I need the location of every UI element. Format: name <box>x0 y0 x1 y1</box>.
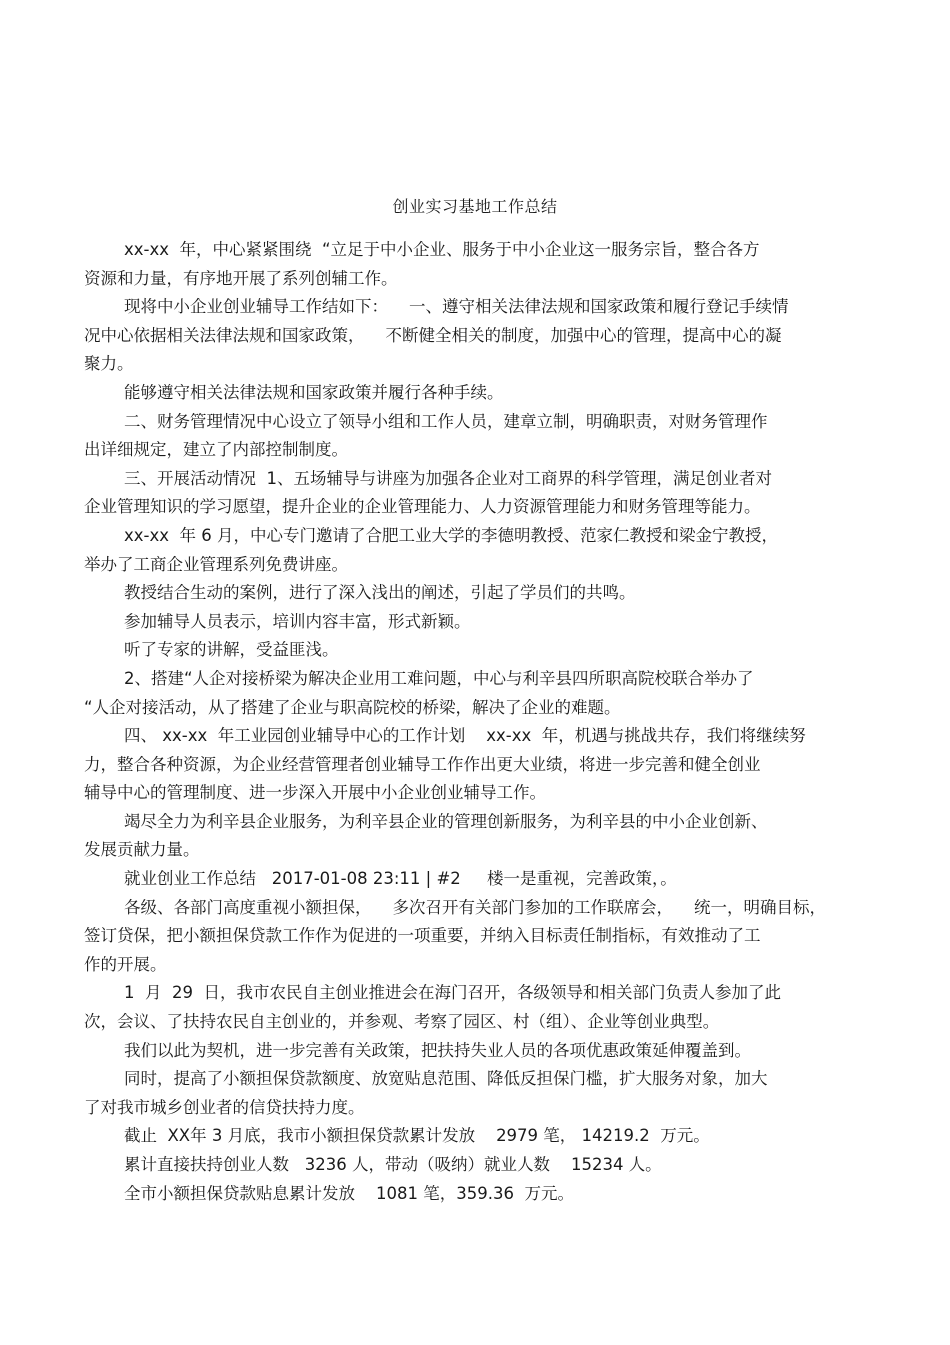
document-title: 创业实习基地工作总结 <box>392 197 558 216</box>
document-body <box>84 236 874 1208</box>
document-line: 我们以此为契机，进一步完善有关政策，把扶持失业人员的各项优惠政策延伸覆盖到。 <box>124 1040 751 1060</box>
document-line: 辅导中心的管理制度、进一步深入开展中小企业创业辅导工作。 <box>84 783 546 803</box>
document-line: 四、 xx-xx 年工业园创业辅导中心的工作计划 xx-xx 年，机遇与挑战共存，我们将继续努 <box>124 726 806 746</box>
document-line: 签订贷保，把小额担保贷款工作作为促进的一项重要，并纳入目标责任制指标，有效推动了工 <box>84 926 761 946</box>
document-line: 资源和力量，有序地开展了系列创辅工作。 <box>84 268 398 288</box>
document-line: 全市小额担保贷款贴息累计发放 1081 笔，359.36 万元。 <box>124 1183 574 1203</box>
document-line: 现将中小企业创业辅导工作结如下： 一、遵守相关法律法规和国家政策和履行登记手续情 <box>124 297 789 317</box>
document-line: 力，整合各种资源，为企业经营管理者创业辅导工作作出更大业绩，将进一步完善和健全创业 <box>84 754 761 774</box>
document-line: 出详细规定，建立了内部控制制度。 <box>84 440 348 460</box>
document-line: 1 月 29 日，我市农民自主创业推进会在海门召开，各级领导和相关部门负责人参加了此 <box>124 983 781 1003</box>
document-line: 累计直接扶持创业人数 3236 人，带动（吸纳）就业人数 15234 人。 <box>124 1155 662 1174</box>
document-line: 况中心依据相关法律法规和国家政策， 不断健全相关的制度，加强中心的管理，提高中心的凝 <box>84 325 782 345</box>
document-line: 各级、各部门高度重视小额担保， 多次召开有关部门参加的工作联席会， 统一，明确目标， <box>124 897 826 917</box>
document-line: 能够遵守相关法律法规和国家政策并履行各种手续。 <box>124 382 504 402</box>
document-line: 企业管理知识的学习愿望，提升企业的企业管理能力、人力资源管理能力和财务管理等能力。 <box>84 497 761 517</box>
document-line: xx-xx 年 6 月，中心专门邀请了合肥工业大学的李德明教授、范家仁教授和梁金宁教授， <box>124 525 778 545</box>
document-line: 同时，提高了小额担保贷款额度、放宽贴息范围、降低反担保门槛，扩大服务对象，加大 <box>124 1069 768 1089</box>
document-line: 2、搭建“人企对接桥梁为解决企业用工难问题，中心与利辛县四所职高院校联合举办了 <box>124 668 754 688</box>
document-line: “人企对接活动，从了搭建了企业与职高院校的桥梁，解决了企业的难题。 <box>84 697 621 717</box>
document-line: 听了专家的讲解，受益匪浅。 <box>124 640 339 660</box>
document-line: 发展贡献力量。 <box>84 840 200 860</box>
document-line: 三、开展活动情况 1、五场辅导与讲座为加强各企业对工商界的科学管理，满足创业者对 <box>124 468 772 488</box>
document-line: 就业创业工作总结 2017-01-08 23:11 | #2 楼一是重视，完善政策，。 <box>124 869 677 889</box>
document-line: 截止 XX年 3 月底，我市小额担保贷款累计发放 2979 笔， 14219.2 万元。 <box>124 1126 710 1146</box>
document-line: 举办了工商企业管理系列免费讲座。 <box>84 554 348 574</box>
document-line: 参加辅导人员表示，培训内容丰富，形式新颖。 <box>124 611 471 631</box>
document-line: 次，会议、了扶持农民自主创业的，并参观、考察了园区、村（组）、企业等创业典型。 <box>84 1012 720 1032</box>
document-line: 教授结合生动的案例，进行了深入浅出的阐述，引起了学员们的共鸣。 <box>124 583 636 603</box>
document-line: 聚力。 <box>84 354 134 374</box>
document-line: xx-xx 年，中心紧紧围绕 “立足于中小企业、服务于中小企业这一服务宗旨，整合各方 <box>124 240 760 259</box>
document-line: 作的开展。 <box>84 954 167 974</box>
document-line: 了对我市城乡创业者的信贷扶持力度。 <box>84 1097 365 1117</box>
document-line: 二、财务管理情况中心设立了领导小组和工作人员，建章立制，明确职责，对财务管理作 <box>124 411 768 431</box>
document-line: 竭尽全力为利辛县企业服务，为利辛县企业的管理创新服务，为利辛县的中小企业创新、 <box>124 811 768 831</box>
